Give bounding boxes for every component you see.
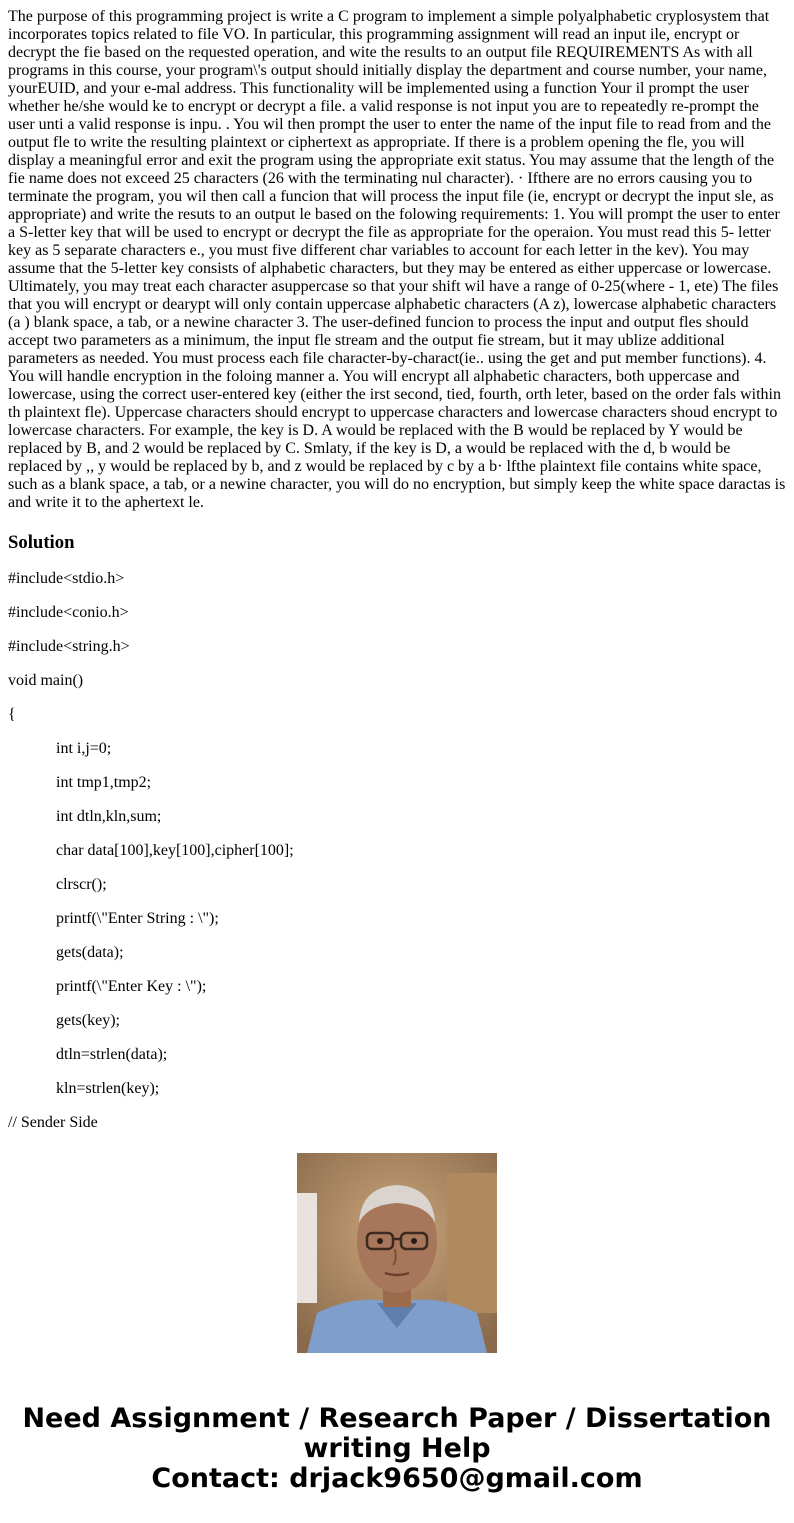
- avatar-portrait: [297, 1153, 497, 1353]
- code-line: clrscr();: [56, 876, 107, 893]
- promo-line: writing Help: [303, 1433, 491, 1464]
- code-line: // Sender Side: [8, 1114, 98, 1131]
- solution-code: [8, 570, 786, 1132]
- code-line: #include<conio.h>: [8, 604, 129, 621]
- promo-line: Need Assignment / Research Paper / Dissertation: [22, 1403, 772, 1434]
- question-text: The purpose of this programming project is write a C program to implement a simple polyalphabetic cryplosystem that incorporates topics related to file VO. In particular, this programming assignment will read an input ile, encrypt or decrypt the fie based on the requested operation, and wite the results to an output file REQUIREMENTS As with all programs in this course, your program\'s output should initially display the department and course number, your name, yourEUID, and your e-mal address. This functionality will be implemented using a function Your il prompt the user whether he/she would ke to encrypt or decrypt a file. a valid response is not input you are to repeatedly re-prompt the user unti a valid response is inpu. . You wil then prompt the user to enter the name of the input file to read from and the output fle to write the resulting plaintext or ciphertext as appropriate. If there is a problem opening the fle, you will display a meaningful error and exit the program using the appropriate exit status. You may assume that the length of the fie name does not exceed 25 characters (26 with the terminating nul character). · Ifthere are no errors causing you to terminate the program, you wil then call a funcion that will process the input file (ie, encrypt or decrypt the input sle, as appropriate) and write the resuts to an output le based on the folowing requirements: 1. You will prompt the user to enter a S-letter key that will be used to encrypt or decrypt the file as appropriate for the operaion. You must read this 5- letter key as 5 separate characters e., you must five different char variables to account for each letter in the kev). You may assume that the 5-letter key consists of alphabetic characters, but they may be entered as either uppercase or lowercase. Ultimately, you may treat each character asuppercase so that your shift wil have a range of 0-25(where - 1, ete) The files that you will encrypt or dearypt will only contain uppercase alphabetic characters (A z), lowercase alphabetic characters (a ) blank space, a tab, or a newine character 3. The user-defined funcion to process the input and output fles should accept two parameters as a minimum, the input fle stream and the output fie stream, but it may ublize additional parameters as needed. You must process each file character-by-charact(ie.. using the get and put member functions). 4. You will handle encryption in the foloing manner a. You will encrypt all alphabetic characters, both uppercase and lowercase, using the correct user-entered key (either the irst second, tied, fourth, orth leter, based on the order fals within th plaintext fle). Uppercase characters should encrypt to uppercase characters and lowercase characters shoud encrypt to lowercase characters. For example, the key is D. A would be replaced with the B would be replaced by Y would be replaced by B, and 2 would be replaced by C. Smlaty, if the key is D, a would be replaced with the d, b would be replaced by ,, y would be replaced by b, and z would be replaced by c by a b· lfthe plaintext file contains white space, such as a blank space, a tab, or a newine character, you will do no encryption, but simply keep the white space daractas is and write it to the aphertext le.: [8, 8, 786, 511]
- code-line: int tmp1,tmp2;: [56, 774, 152, 791]
- code-line: dtln=strlen(data);: [56, 1046, 168, 1063]
- code-line: {: [8, 706, 16, 723]
- code-line: gets(key);: [56, 1012, 120, 1029]
- code-line: int dtln,kln,sum;: [56, 808, 162, 825]
- promo-banner: [0, 1404, 794, 1494]
- code-line: printf(\"Enter Key : \");: [56, 978, 207, 995]
- avatar: [297, 1153, 497, 1353]
- code-line: #include<stdio.h>: [8, 570, 125, 587]
- code-line: printf(\"Enter String : \");: [56, 910, 219, 927]
- code-line: char data[100],key[100],cipher[100];: [56, 842, 294, 859]
- code-line: void main(): [8, 672, 84, 689]
- code-line: gets(data);: [56, 944, 124, 961]
- code-line: kln=strlen(key);: [56, 1080, 160, 1097]
- promo-contact: Contact: drjack9650@gmail.com: [151, 1463, 643, 1494]
- code-line: #include<string.h>: [8, 638, 130, 655]
- document-body: [8, 8, 786, 1131]
- code-line: int i,j=0;: [56, 740, 112, 757]
- solution-heading: Solution: [8, 532, 75, 553]
